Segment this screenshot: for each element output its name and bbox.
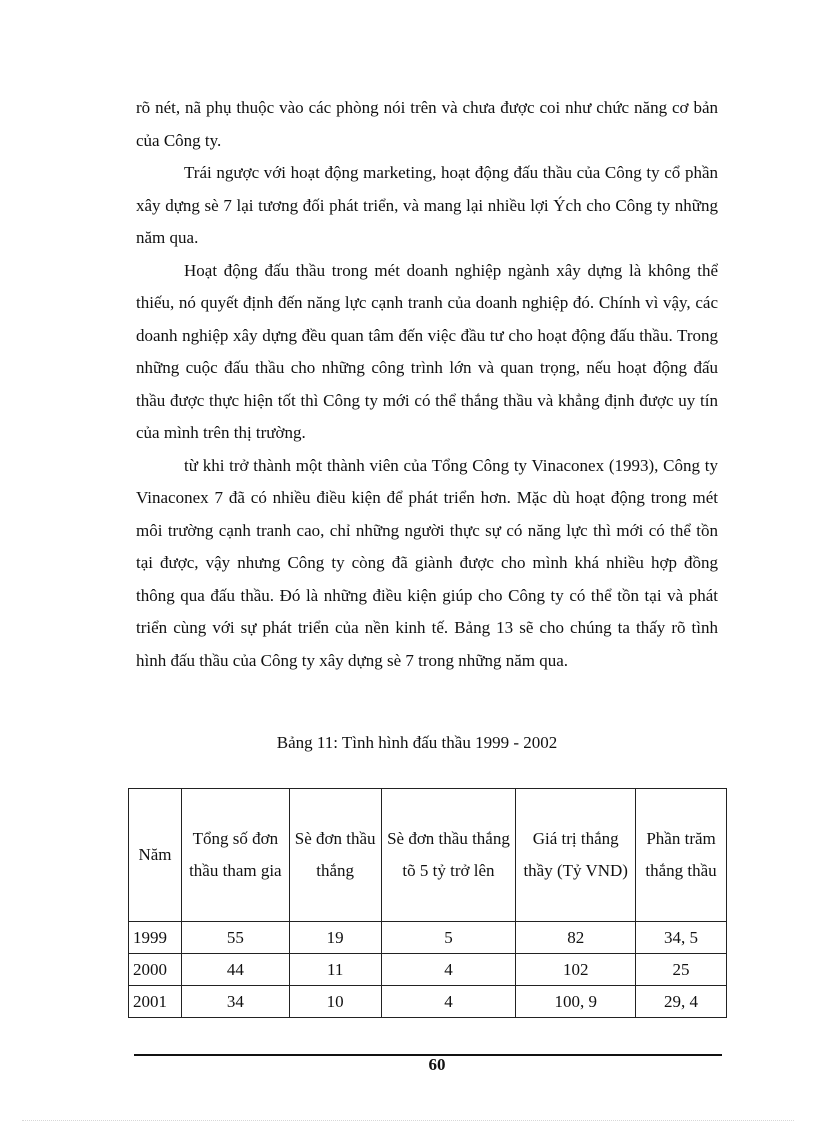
table-caption: Bảng 11: Tình hình đấu thầu 1999 - 2002 [276,733,558,752]
header-bids-won: Sè đơn thầu thắng [289,789,381,922]
table-row [129,922,727,954]
cell-bids-won-over-5b: 5 [381,922,516,954]
cell-win-percentage: 25 [636,954,727,986]
cell-winning-value: 100, 9 [516,986,636,1018]
cell-total-bids: 44 [181,954,289,986]
paragraph-bidding-importance: Hoạt động đấu thầu trong mét doanh nghiệp ngành xây dựng là không thể thiếu, nó quyết định đến năng lực cạnh tranh của doanh nghiệp đó. Chính vì vậy, các doanh nghiệp xây dựng đều quan tâm đến việc đầu tư cho hoạt động đấu thầu. Trong những cuộc đấu thầu cho những công trình lớn và quan trọng, nếu hoạt động đấu thầu được thực hiện tốt thì Công ty mới có thể thắng thầu và khẳng định được uy tín của mình trên thị trường. [136,260,718,442]
table-row [129,954,727,986]
cell-winning-value: 82 [516,922,636,954]
paragraph-vinaconex-history: từ khi trở thành một thành viên của Tổng Công ty Vinaconex (1993), Công ty Vinaconex 7 đã có nhiều điều kiện để phát triển hơn. Mặc dù hoạt động trong mét môi trường cạnh tranh cao, chỉ những người thực sự có năng lực thì mới có thể tồn tại được, vậy nhưng Công ty còng đã giành được cho mình khá nhiều hợp đồng thông qua đấu thầu. Đó là những điều kiện giúp cho Công ty có thể tồn tại và phát triển cùng với sự phát triển của nền kinh tế. Bảng 13 sẽ cho chúng ta thấy rõ tình hình đấu thầu của Công ty xây dựng sè 7 trong những năm qua. [136,455,718,670]
header-year: Năm [129,789,182,922]
header-winning-value: Giá trị thắng thầy (Tỷ VND) [516,789,636,922]
bidding-table [128,788,727,1018]
header-bids-won-over-5b: Sè đơn thầu thắng tõ 5 tỷ trở lên [381,789,516,922]
table-row [129,986,727,1018]
paragraph-bidding-intro: Trái ngược với hoạt động marketing, hoạt động đấu thầu của Công ty cổ phần xây dựng sè 7 lại tương đối phát triển, và mang lại nhiều lợi Ých cho Công ty những năm qua. [136,163,718,247]
body-text [136,92,718,677]
cell-bids-won-over-5b: 4 [381,954,516,986]
paragraph-continued: rõ nét, nã phụ thuộc vào các phòng nói trên và chưa được coi như chức năng cơ bản của Công ty. [136,98,718,150]
cell-year: 1999 [129,922,182,954]
page-bottom-edge [22,1120,794,1121]
header-win-percentage: Phần trăm thắng thầu [636,789,727,922]
cell-bids-won-over-5b: 4 [381,986,516,1018]
cell-win-percentage: 29, 4 [636,986,727,1018]
cell-total-bids: 34 [181,986,289,1018]
cell-win-percentage: 34, 5 [636,922,727,954]
table-header-row [129,789,727,922]
cell-year: 2001 [129,986,182,1018]
cell-total-bids: 55 [181,922,289,954]
cell-bids-won: 11 [289,954,381,986]
cell-bids-won: 10 [289,986,381,1018]
page-number: 60 [428,1055,446,1074]
cell-bids-won: 19 [289,922,381,954]
cell-winning-value: 102 [516,954,636,986]
header-total-bids: Tổng số đơn thầu tham gia [181,789,289,922]
cell-year: 2000 [129,954,182,986]
